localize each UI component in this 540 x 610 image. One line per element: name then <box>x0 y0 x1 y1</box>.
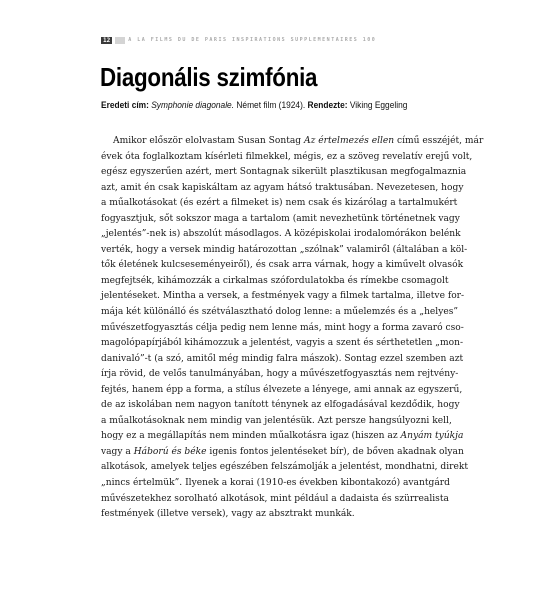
body-text-run: de az iskolában nem nagyon tanított ténynek az elfogadásával kezdődik, hogy <box>101 400 460 411</box>
body-line <box>101 227 461 243</box>
body-line <box>101 429 464 445</box>
body-line <box>101 289 465 305</box>
body-line <box>101 445 464 461</box>
article-title: Diagonális szimfónia <box>100 62 318 92</box>
body-text-run: a műalkotásoknak nem mindig van jelentésük. Azt persze hangsúlyozni kell, <box>101 415 452 426</box>
body-line <box>101 476 450 492</box>
body-line <box>101 134 484 150</box>
body-line <box>101 165 467 181</box>
body-line <box>101 181 464 197</box>
body-line <box>101 352 464 368</box>
body-text-run: azt, amit én csak kapiskáltam az agyam hátsó traktusában. Nevezetesen, hogy <box>101 182 464 193</box>
body-text-run: festmények (illetve versek), vagy az absztrakt munkák. <box>101 509 355 520</box>
body-text-run: alkotások, amelyek teljes egészében felszámolják a jelentést, mondhatni, direkt <box>101 462 469 473</box>
body-text-run: évek óta foglalkoztam kísérleti filmekkel, mégis, ez a szöveg revelatív erejű volt, <box>101 151 473 162</box>
original-title-label: Eredeti cím: <box>101 100 149 110</box>
body-line <box>101 196 458 212</box>
body-text-run: írja rövid, de velős tanulmányában, hogy a művészetfogyasztás nem rejtvény- <box>101 369 459 380</box>
body-text-run: művészetekhez sorolható alkotások, mint például a dadaista és szürrealista <box>101 493 449 504</box>
body-text-run: verték, hogy a versek mindig határozottan „szólnak” valamiről (általában a köl- <box>101 244 468 255</box>
body-text-run: „jelentés”-nek is) abszolút másodlagos. A középiskolai irodalomórákon belénk <box>101 229 461 240</box>
original-title: Symphonie diagonale. <box>151 100 235 110</box>
body-line <box>101 383 463 399</box>
body-text-run: magolópapírjából kihámozzuk a jelentést, vagyis a szent és sérthetetlen „mon- <box>101 338 464 349</box>
body-line <box>101 398 460 414</box>
running-header <box>101 37 438 44</box>
director-name: Viking Eggeling <box>349 100 408 110</box>
body-text-run: Amikor először elolvastam Susan Sontag <box>113 136 305 146</box>
body-text-run: című esszéjét, már <box>394 136 484 146</box>
body-text-run: hogy ez a megállapítás nem minden műalkotásra igaz (hiszen az <box>101 431 401 442</box>
body-text-run: fogyasztjuk, sőt sokszor maga a tartalom (amit nevezhetünk történetnek vagy <box>101 213 460 224</box>
body-text-run: „nincs értelmük”. Ilyenek a korai (1910-es években kibontakozó) avantgárd <box>101 478 450 489</box>
director-label: Rendezte: <box>307 100 348 110</box>
body-line <box>101 507 438 523</box>
body-line <box>101 305 459 321</box>
body-line <box>101 321 464 337</box>
running-header-text: A LA FILMS DU DE PARIS INSPIRATIONS SUPPLEMENTAIRES 100 <box>128 37 377 43</box>
body-line <box>101 367 459 383</box>
article-body <box>101 134 484 523</box>
film-info: Német film (1924). <box>236 100 306 110</box>
body-line <box>101 414 452 430</box>
body-line <box>101 212 460 228</box>
header-decoration <box>115 37 125 44</box>
body-line <box>101 336 464 352</box>
body-line <box>101 492 449 508</box>
body-text-run: egész egyszerűen azért, mert Sontagnak sikerült plasztikusan megfogalmaznia <box>101 167 467 178</box>
body-text-run: megfejtsék, kihámozzák a cirkalmas szófordulatokba és rímekbe csomagolt <box>101 275 449 286</box>
body-line <box>101 150 473 166</box>
body-text-run: a műalkotásokat (és ezért a filmeket is) nem csak és kizárólag a tartalmukért <box>101 198 458 209</box>
body-line <box>101 258 464 274</box>
body-line <box>101 460 469 476</box>
body-text-run: danivaló”-t (a szó, amitől még mindig falra mászok). Sontag ezzel szemben azt <box>101 353 464 364</box>
film-credits <box>101 99 407 111</box>
body-text-run: fejtés, hanem épp a forma, a stílus élvezete a lényege, ami annak az egyszerű, <box>101 384 463 395</box>
italic-title-ref: Az értelmezés ellen <box>304 136 395 146</box>
body-text-run: tők életének kulcseseményeiről), és csak arra várnak, hogy a kiművelt olvasók <box>101 260 464 271</box>
page-number: 12 <box>103 37 111 44</box>
body-text-run: vagy a <box>101 446 134 457</box>
body-text-run: mája két különálló és szétválasztható dolog lenne: a műelemzés és a „helyes” <box>101 307 459 318</box>
body-text-run: jelentéseket. Mintha a versek, a festmények vagy a filmek tartalma, illetve for- <box>101 291 465 302</box>
italic-title-ref: Háború és béke <box>133 446 207 457</box>
body-text-run: igenis fontos jelentéseket bír), de bőven akadnak olyan <box>206 446 464 457</box>
body-line <box>101 274 449 290</box>
italic-title-ref: Anyám tyúkja <box>400 431 464 442</box>
body-line <box>101 243 468 259</box>
body-text-run: művészetfogyasztás célja pedig nem lenne más, mint hogy a forma zavaró cso- <box>101 322 464 333</box>
